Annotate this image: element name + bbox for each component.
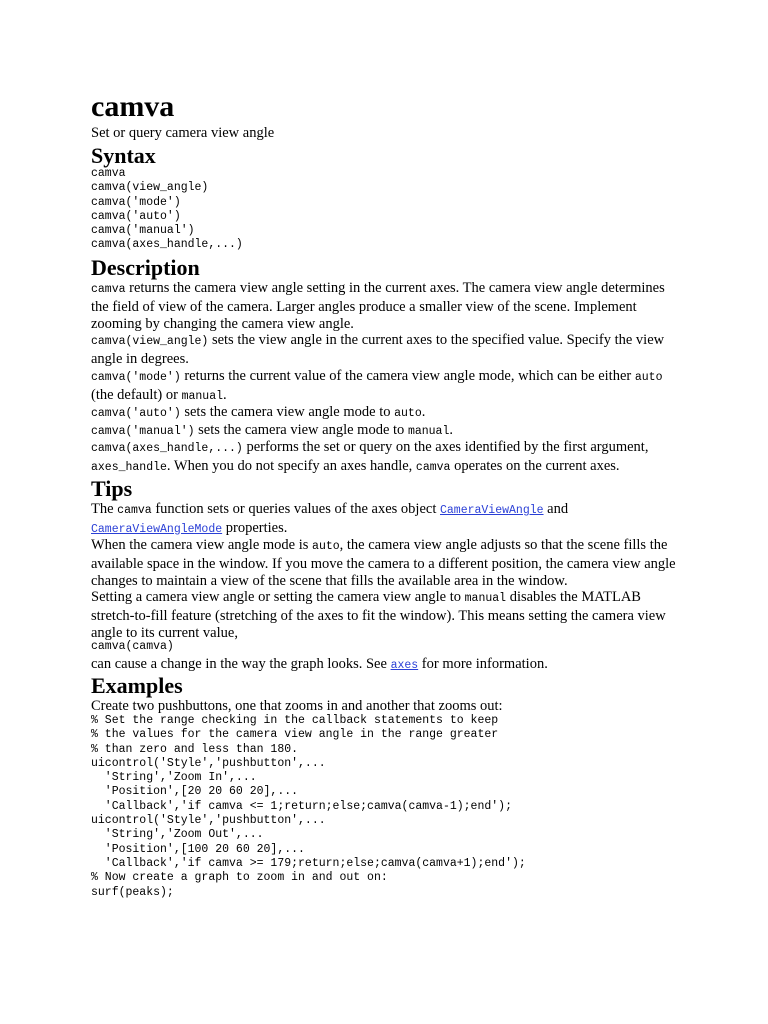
- paragraph-text: properties.: [222, 519, 288, 536]
- cameraviewangle-link[interactable]: CameraViewAngle: [440, 504, 544, 517]
- paragraph-text: .: [223, 386, 227, 403]
- syntax-code-block: camva camva(view_angle) camva('mode') camva('auto') camva('manual') camva(axes_handle,...): [91, 167, 243, 252]
- tips-heading: Tips: [91, 476, 133, 501]
- paragraph-text: performs the set or query on the axes identified by the first argument,: [242, 439, 649, 455]
- inline-code: camva: [415, 460, 451, 474]
- tips-code-line: camva(camva): [91, 640, 174, 653]
- tips-paragraph-3: [91, 589, 683, 643]
- tips-paragraph-4: [91, 656, 683, 675]
- axes-link[interactable]: axes: [390, 659, 419, 672]
- inline-code: manual: [407, 425, 450, 438]
- inline-code: camva: [117, 504, 152, 517]
- description-paragraph-6: [91, 439, 683, 476]
- inline-code: camva(axes_handle,...): [91, 442, 243, 455]
- cameraviewanglemode-link[interactable]: CameraViewAngleMode: [91, 522, 223, 536]
- inline-code: camva: [91, 283, 126, 296]
- paragraph-text: When the camera view angle mode is: [91, 537, 313, 553]
- paragraph-text: disables the MATLAB stretch-to-fill feature (stretching of the axes to fit the window). This means setting the camera view angle to its current value,: [91, 589, 666, 641]
- paragraph-text: sets the camera view angle mode to: [194, 422, 408, 438]
- paragraph-text: .: [421, 404, 426, 420]
- inline-code: camva('auto'): [91, 407, 181, 420]
- paragraph-text: function sets or queries values of the axes object: [151, 501, 440, 517]
- paragraph-text: returns the current value of the camera view angle mode, which can be either: [180, 368, 635, 384]
- paragraph-text: returns the camera view angle setting in the current axes. The camera view angle determines the field of view of the camera. Larger angles produce a smaller view of the scene. Implement zooming by changing the camera view angle.: [91, 280, 665, 332]
- paragraph-text: .: [449, 422, 453, 438]
- description-paragraph-3: [91, 368, 683, 405]
- examples-heading: Examples: [91, 673, 183, 698]
- examples-intro: Create two pushbuttons, one that zooms in and another that zooms out:: [91, 698, 503, 714]
- page-subtitle: Set or query camera view angle: [91, 125, 275, 141]
- page-title: camva: [91, 90, 175, 123]
- inline-code: auto: [634, 371, 663, 384]
- inline-code: camva('mode'): [91, 371, 181, 384]
- paragraph-text: The: [91, 501, 118, 517]
- paragraph-text: can cause a change in the way the graph looks. See: [91, 656, 391, 672]
- paragraph-text: . When you do not specify an axes handle,: [166, 457, 416, 474]
- paragraph-text: (the default) or: [91, 386, 182, 403]
- paragraph-text: for more information.: [418, 656, 548, 672]
- paragraph-text: Setting a camera view angle or setting the camera view angle to: [91, 589, 465, 605]
- inline-code: manual: [464, 592, 507, 605]
- examples-code-block: % Set the range checking in the callback statements to keep % the values for the camera view angle in the range greater % than zero and less than 180. uicontrol('Style','pushbutton',... 'String','Zoom In',... 'Position',[20 20 60 20],... 'Callback','if camva <= 1;return;else;camva(camva-1);end'); uicontrol('Style','pushbutton',... 'String','Zoom Out',... 'Position',[100 20 60 20],... 'Callback','if camva >= 179;return;else;camva(camva+1);end'); % Now create a graph to zoom in and out on: surf(peaks);: [91, 714, 526, 899]
- description-paragraph-5: [91, 422, 683, 441]
- paragraph-text: sets the camera view angle mode to: [180, 404, 395, 420]
- syntax-heading: Syntax: [91, 143, 156, 168]
- tips-paragraph-2: [91, 537, 683, 591]
- paragraph-text: , the camera view angle adjusts so that the scene fills the available space in the window. If you move the camera to a different position, the camera view angle changes to maintain a view of the scene that fills the available area in the window.: [91, 537, 676, 589]
- description-paragraph-2: [91, 332, 683, 368]
- description-paragraph-4: [91, 404, 683, 423]
- inline-code: axes_handle: [91, 460, 167, 474]
- inline-code: camva('manual'): [91, 425, 195, 438]
- paragraph-text: and: [543, 501, 569, 517]
- paragraph-text: sets the view angle in the current axes to the specified value. Specify the view angle in degrees.: [91, 332, 665, 367]
- inline-code: manual: [181, 389, 224, 403]
- description-paragraph-1: [91, 280, 683, 334]
- inline-code: auto: [312, 540, 340, 553]
- description-heading: Description: [91, 255, 200, 280]
- inline-code: auto: [394, 407, 422, 420]
- tips-paragraph-1: [91, 501, 683, 538]
- paragraph-text: operates on the current axes.: [450, 457, 620, 474]
- inline-code: camva(view_angle): [91, 335, 209, 348]
